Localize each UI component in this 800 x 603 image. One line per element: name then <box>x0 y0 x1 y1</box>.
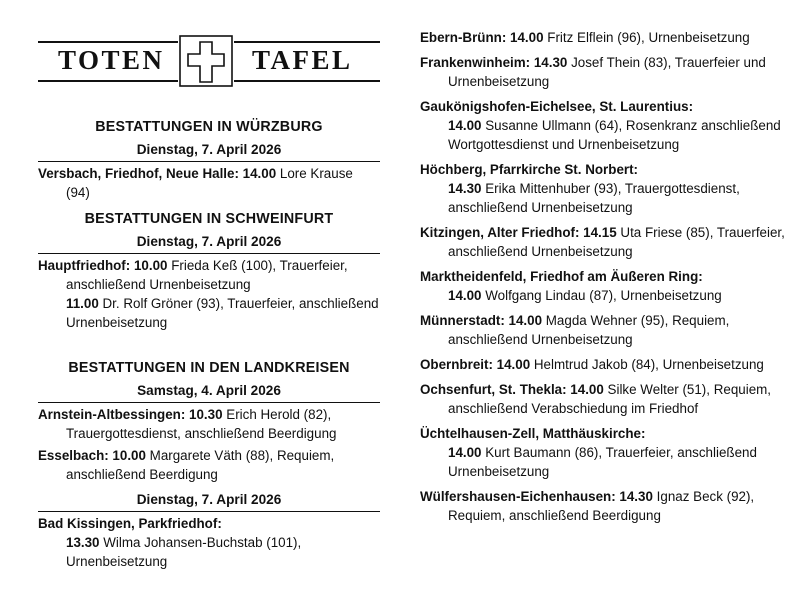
section-schweinfurt <box>38 209 380 332</box>
list-item: Kitzingen, Alter Friedhof: 14.15 Uta Friese (85), Trauerfeier, anschließend Urnenbeisetzung <box>420 225 785 259</box>
list-item: Gaukönigshofen-Eichelsee, St. Laurentius: <box>420 99 694 114</box>
section-landkreise <box>38 358 380 571</box>
header-rule-bottom-left <box>38 80 178 82</box>
date-heading: Dienstag, 7. April 2026 <box>136 142 282 157</box>
list-item: Bad Kissingen, Parkfriedhof: <box>38 516 222 531</box>
divider <box>38 253 380 254</box>
cross-icon <box>178 34 234 88</box>
date-heading: Dienstag, 7. April 2026 <box>136 234 282 249</box>
list-item: Hauptfriedhof: 10.00 Frieda Keß (100), Trauerfeier, anschließend Urnenbeisetzung <box>38 258 348 292</box>
header-word-toten: TOTEN <box>58 45 165 75</box>
list-item: Obernbreit: 14.00 Helmtrud Jakob (84), Urnenbeisetzung <box>420 357 764 372</box>
divider <box>38 161 380 162</box>
section-wuerzburg <box>38 117 380 202</box>
list-item: Höchberg, Pfarrkirche St. Norbert: <box>420 162 639 177</box>
list-item: Münnerstadt: 14.00 Magda Wehner (95), Requiem, anschließend Urnenbeisetzung <box>420 313 730 347</box>
section-title: BESTATTUNGEN IN SCHWEINFURT <box>84 211 334 227</box>
header-rule-top-left <box>38 41 178 43</box>
list-item: Frankenwinheim: 14.30 Josef Thein (83), Trauerfeier und Urnenbeisetzung <box>420 55 766 89</box>
list-item: 14.00 Kurt Baumann (86), Trauerfeier, anschließend Urnenbeisetzung <box>448 445 757 479</box>
list-item: Marktheidenfeld, Friedhof am Äußeren Ring: <box>420 269 703 284</box>
list-item: Ochsenfurt, St. Thekla: 14.00 Silke Welter (51), Requiem, anschließend Verabschiedung im Friedhof <box>420 382 772 416</box>
date-heading: Samstag, 4. April 2026 <box>137 383 281 398</box>
header-rule-top-right <box>234 41 380 43</box>
divider <box>38 402 380 403</box>
list-item: 13.30 Wilma Johansen-Buchstab (101), Urnenbeisetzung <box>66 535 302 569</box>
section-title: BESTATTUNGEN IN DEN LANDKREISEN <box>68 360 350 376</box>
list-item: 14.00 Susanne Ullmann (64), Rosenkranz anschließend Wortgottesdienst und Urnenbeisetzung <box>448 118 781 152</box>
section-title: BESTATTUNGEN IN WÜRZBURG <box>95 119 323 135</box>
list-item: 14.00 Wolfgang Lindau (87), Urnenbeisetzung <box>448 288 722 303</box>
list-item: Wülfershausen-Eichenhausen: 14.30 Ignaz Beck (92), Requiem, anschließend Beerdigung <box>420 489 755 523</box>
list-item: Ebern-Brünn: 14.00 Fritz Elflein (96), Urnenbeisetzung <box>420 30 750 45</box>
list-item: 11.00 Dr. Rolf Gröner (93), Trauerfeier, anschließend Urnenbeisetzung <box>66 296 379 330</box>
list-item: Esselbach: 10.00 Margarete Väth (88), Requiem, anschließend Beerdigung <box>38 448 335 482</box>
list-item: Arnstein-Altbessingen: 10.30 Erich Herold (82), Trauergottesdienst, anschließend Beerdigung <box>38 407 337 441</box>
list-item: Versbach, Friedhof, Neue Halle: 14.00 Lore Krause (94) <box>38 166 353 200</box>
totentafel-header <box>38 28 380 92</box>
list-item: 14.30 Erika Mittenhuber (93), Trauergottesdienst, anschließend Urnenbeisetzung <box>448 181 740 215</box>
date-heading: Dienstag, 7. April 2026 <box>136 492 282 507</box>
list-item: Üchtelhausen-Zell, Matthäuskirche: <box>420 426 646 441</box>
divider <box>38 511 380 512</box>
header-rule-bottom-right <box>234 80 380 82</box>
header-word-tafel: TAFEL <box>252 45 353 75</box>
